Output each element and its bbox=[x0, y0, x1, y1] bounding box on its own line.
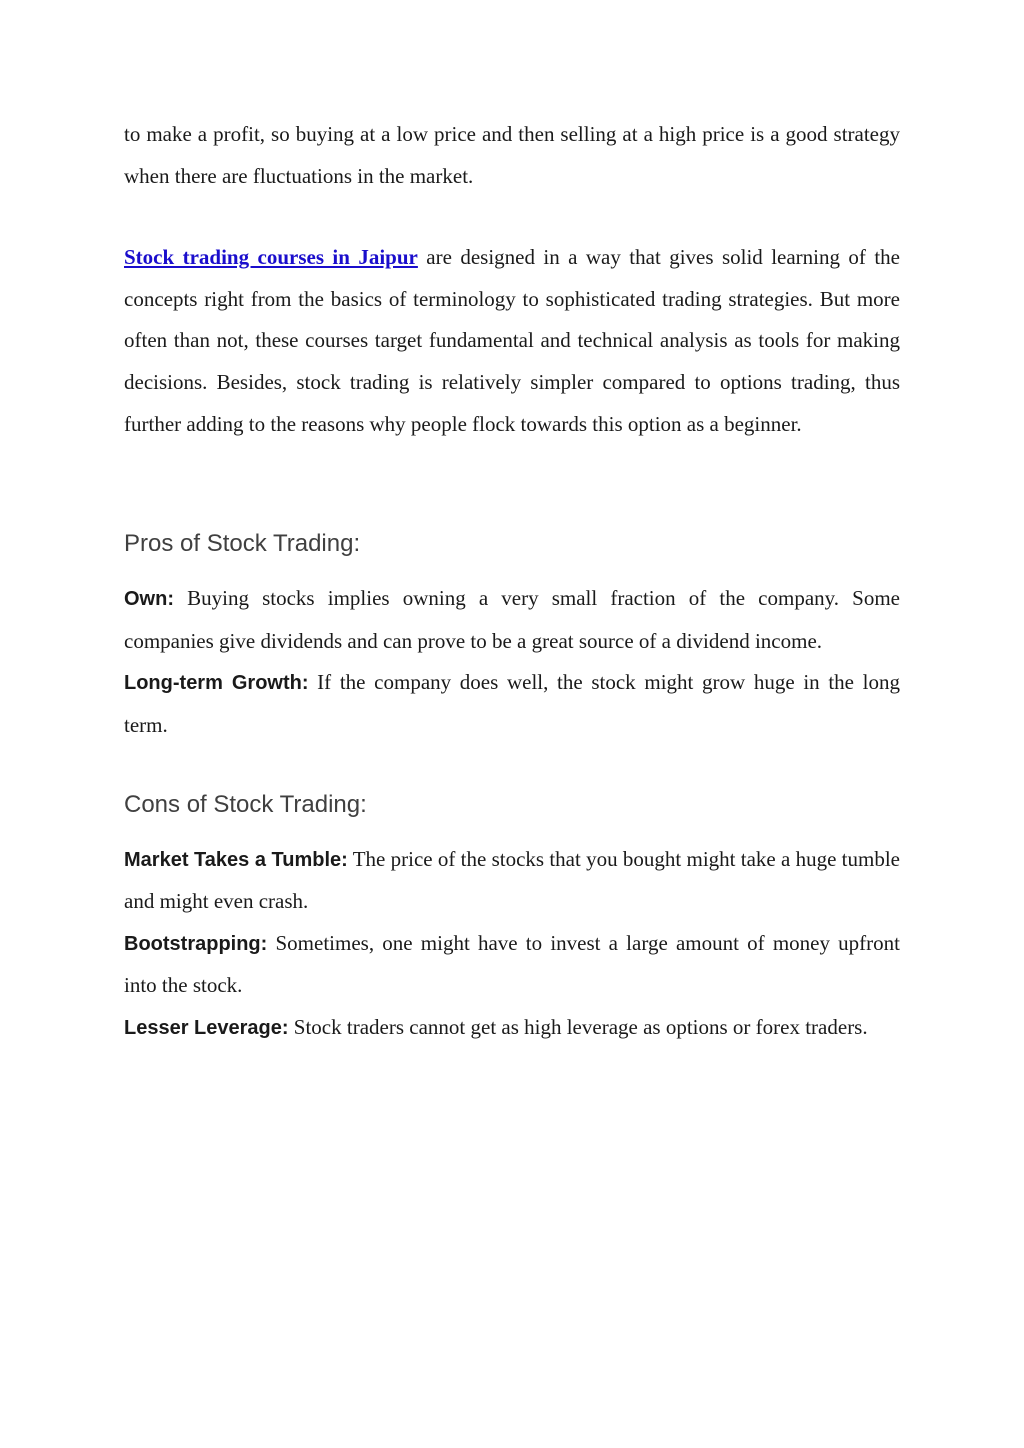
document-page bbox=[124, 114, 900, 1050]
courses-paragraph bbox=[124, 237, 900, 445]
pros-item-text: If the company does well, the stock might grow huge in the long term. bbox=[124, 670, 900, 737]
heading-spacer bbox=[124, 559, 900, 578]
cons-item-text: The price of the stocks that you bought might take a huge tumble and might even crash. bbox=[124, 846, 901, 914]
pros-item-text: Buying stocks implies owning a very small fraction of the company. Some companies give dividends and can prove to be a great source of a dividend income. bbox=[124, 586, 900, 653]
cons-item-term: Bootstrapping: bbox=[124, 932, 268, 955]
pros-item-term: Long-term Growth: bbox=[124, 672, 309, 695]
intro-paragraph: to make a profit, so buying at a low price and then selling at a high price is a good strategy when there are fluctuations in the market. bbox=[124, 122, 900, 188]
pros-item-long-term-growth bbox=[124, 662, 900, 746]
pros-item-own bbox=[124, 578, 900, 662]
pros-item-term: Own: bbox=[124, 588, 174, 611]
cons-item-term: Lesser Leverage: bbox=[124, 1016, 289, 1039]
cons-heading: Cons of Stock Trading: bbox=[124, 790, 367, 818]
cons-item-term: Market Takes a Tumble: bbox=[124, 848, 348, 871]
pros-heading: Pros of Stock Trading: bbox=[124, 530, 361, 558]
paragraph-spacer bbox=[124, 197, 900, 237]
cons-item-text: Sometimes, one might have to invest a large amount of money upfront into the stock. bbox=[124, 930, 900, 998]
cons-item-bootstrapping bbox=[124, 923, 900, 1007]
cons-item-text: Stock traders cannot get as high leverage as options or forex traders. bbox=[288, 1014, 868, 1039]
section-spacer bbox=[124, 445, 900, 529]
heading-spacer bbox=[124, 820, 900, 839]
courses-text: are designed in a way that gives solid learning of the concepts right from the basics of terminology to sophisticated trading strategies. But more often than not, these courses target fundamental and technical analysis as tools for making decisions. Besides, stock trading is relatively simpler compared to options trading, thus further adding to the reasons why people flock towards this option as a beginner. bbox=[124, 245, 900, 436]
section-spacer bbox=[124, 747, 900, 790]
cons-item-market-tumble bbox=[124, 839, 900, 923]
stock-trading-courses-link[interactable]: Stock trading courses in Jaipur bbox=[124, 245, 418, 270]
cons-item-lesser-leverage bbox=[124, 1007, 900, 1050]
